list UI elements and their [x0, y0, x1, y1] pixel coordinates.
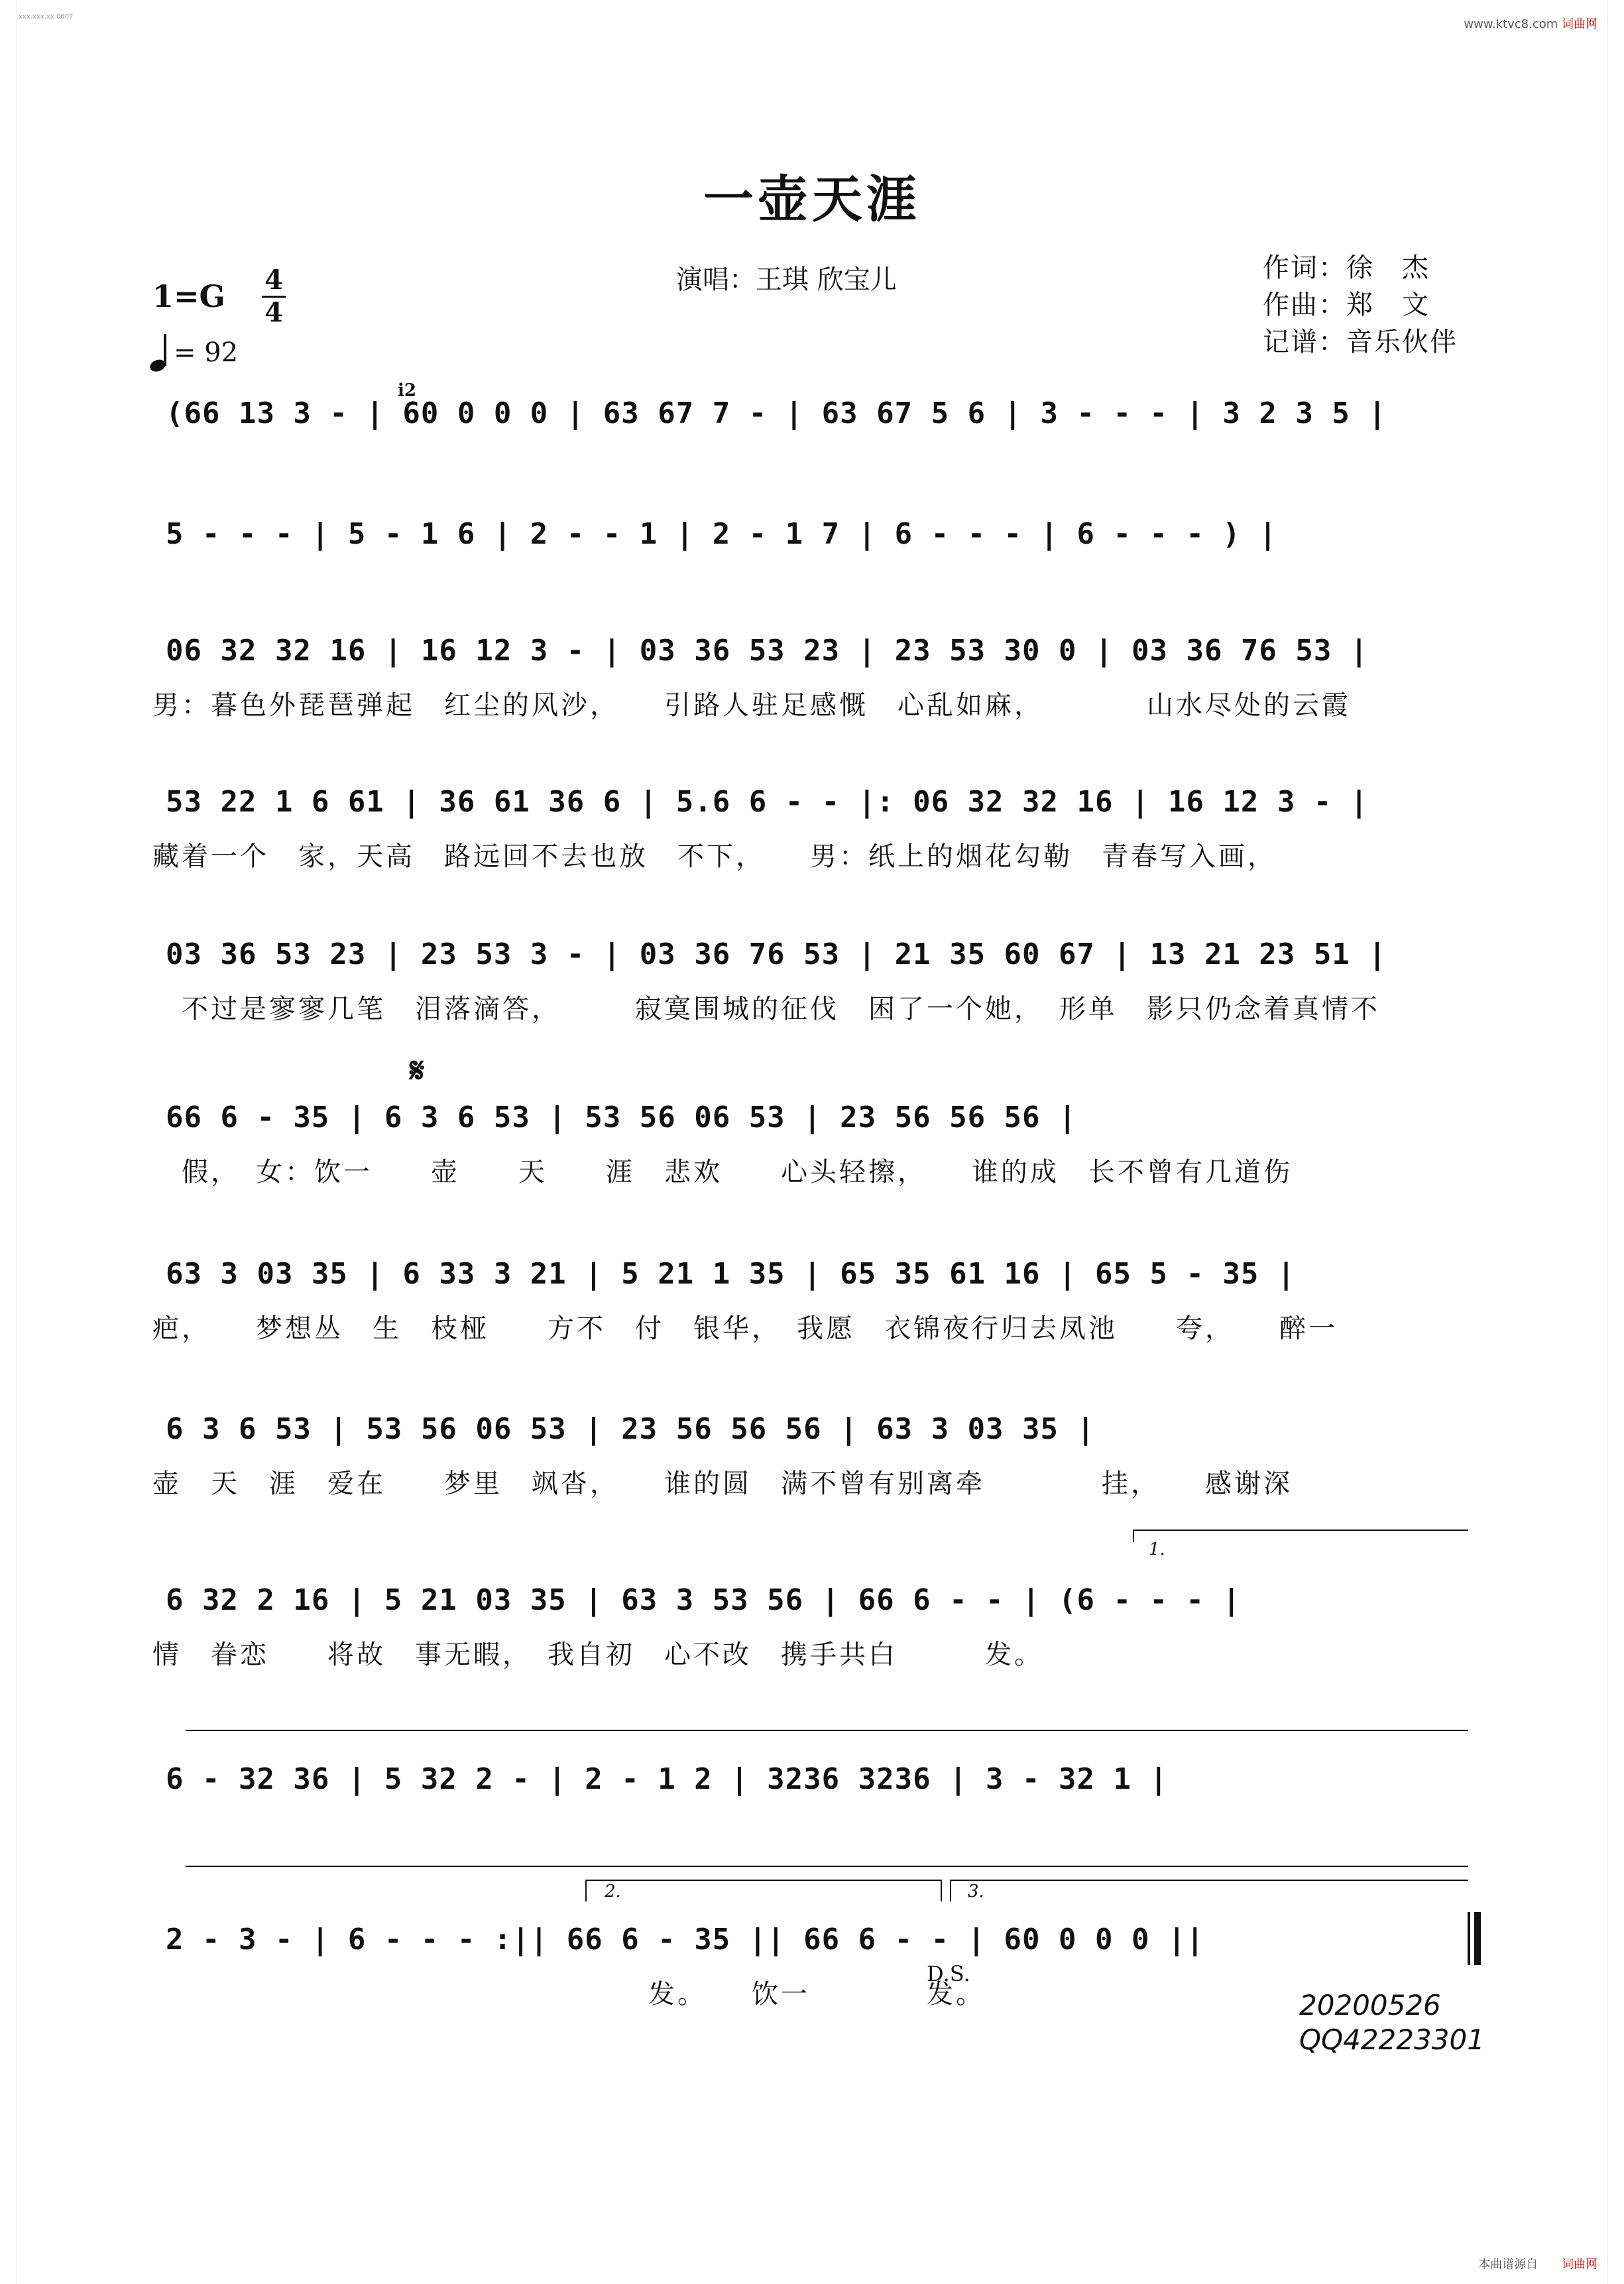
notes-line: 6 3 6 53 | 53 56 06 53 | 23 56 56 56 | 63 3 03 35 |: [166, 1412, 1096, 1446]
site-brand: 词曲网: [1562, 17, 1597, 31]
footer-brand: 词曲网: [1562, 2257, 1597, 2271]
grace-note-label: i2: [398, 381, 416, 400]
time-top: 4: [264, 265, 283, 296]
song-title: 一壶天涯: [703, 170, 921, 229]
notes-line: 53 22 1 6 61 | 36 61 36 6 | 5.6 6 - - |: 06 32 32 16 | 16 12 3 - |: [166, 785, 1369, 819]
transcription-date: 20200526: [1299, 1989, 1441, 2021]
dal-segno-label: D.S.: [927, 1961, 970, 1986]
volta-2-label: 2.: [605, 1882, 621, 1901]
lyrics-line: 情 眷恋 将故 事无暇， 我自初 心不改 携手共白 发。: [152, 1640, 1043, 1670]
lyrics-line: 发。 饮一 发。: [152, 1979, 985, 2010]
notes-line: 66 6 - 35 | 6 3 6 53 | 53 56 06 53 | 23 56 56 56 |: [166, 1101, 1077, 1134]
lyricist-credit: 作词：徐 杰: [1263, 253, 1430, 283]
lyrics-line: 疤， 梦想丛 生 枝桠 方不 付 银华， 我愿 衣锦夜行归去凤池 夸， 醉一: [152, 1313, 1338, 1344]
lyrics-line: 男：暮色外琵琶弹起 红尘的风沙， 引路人驻足感慨 心乱如麻， 山水尽处的云霞: [152, 690, 1351, 721]
key-signature: 1=G: [152, 278, 225, 314]
singer-credit: 演唱：王琪 欣宝儿: [676, 265, 897, 295]
footer-text: 本曲谱源自: [1478, 2257, 1538, 2271]
transcriber-credit: 记谱：音乐伙伴: [1263, 327, 1458, 357]
composer-credit: 作曲：郑 文: [1263, 290, 1430, 320]
left-watermark-strip: [0, 0, 17, 2284]
lyrics-line: 壶 天 涯 爱在 梦里 飒沓， 谁的圆 满不曾有别离牵 挂， 感谢深: [152, 1469, 1293, 1499]
notes-line: 06 32 32 16 | 16 12 3 - | 03 36 53 23 | 23 53 30 0 | 03 36 76 53 |: [166, 634, 1369, 668]
volta-3-label: 3.: [968, 1882, 984, 1901]
tempo-marking: [150, 334, 238, 371]
top-left-tag: xxx.xxx.xx 0607: [19, 13, 74, 21]
site-tag: [1464, 15, 1597, 32]
lyrics-line: 不过是寥寥几笔 泪落滴答， 寂寞围城的征伐 困了一个她， 形单 影只仍念着真情不: [152, 994, 1380, 1024]
footer-tag: [1478, 2255, 1597, 2272]
notes-line: 63 3 03 35 | 6 33 3 21 | 5 21 1 35 | 65 35 61 16 | 65 5 - 35 |: [166, 1257, 1296, 1291]
notes-line: 5 - - - | 5 - 1 6 | 2 - - 1 | 2 - 1 7 | 6 - - - | 6 - - - ) |: [166, 517, 1277, 551]
notes-line: 6 32 2 16 | 5 21 03 35 | 63 3 53 56 | 66 6 - - | (6 - - - |: [166, 1583, 1241, 1617]
right-watermark-strip: [1607, 0, 1624, 2284]
transcriber-qq: QQ42223301: [1299, 2023, 1485, 2056]
notes-line: 6 - 32 36 | 5 32 2 - | 2 - 1 2 | 3236 3236 | 3 - 32 1 |: [166, 1762, 1168, 1796]
notes-line: 03 36 53 23 | 23 53 3 - | 03 36 76 53 | 21 35 60 67 | 13 21 23 51 |: [166, 937, 1387, 971]
notes-line: (66 13 3 - | 60 0 0 0 | 63 67 7 - | 63 67 5 6 | 3 - - - | 3 2 3 5 |: [166, 396, 1387, 430]
tempo-value: = 92: [174, 337, 239, 368]
segno-icon: 𝄋: [410, 1051, 425, 1091]
time-bottom: 4: [264, 297, 283, 328]
site-url: www.ktvc8.com: [1464, 17, 1558, 31]
notes-line: 2 - 3 - | 6 - - - :|| 66 6 - 35 || 66 6 - - | 60 0 0 0 ||: [166, 1923, 1204, 1956]
lyrics-line: 假， 女：饮一 壶 天 涯 悲欢 心头轻擦， 谁的成 长不曾有几道伤: [152, 1157, 1293, 1187]
volta-1-label: 1.: [1149, 1539, 1165, 1559]
time-signature: [262, 267, 286, 327]
quarter-note-icon: [150, 334, 167, 371]
lyrics-line: 藏着一个 家，天高 路远回不去也放 不下， 男：纸上的烟花勾勒 青春写入画，: [152, 841, 1277, 872]
